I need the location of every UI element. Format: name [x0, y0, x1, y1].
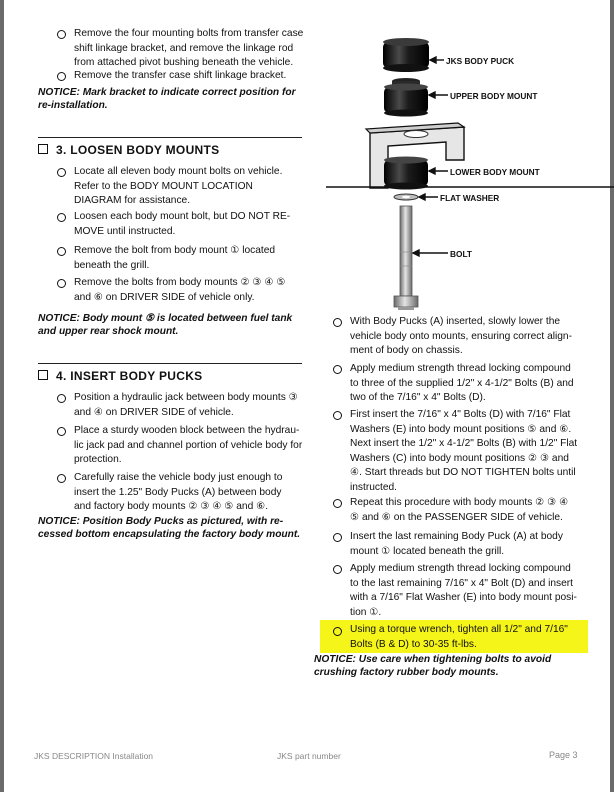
section-3-item-2: Loosen each body mount bolt, but DO NOT RE-MOVE until instructed. — [74, 211, 291, 237]
section-3-heading: 3. LOOSEN BODY MOUNTS — [38, 143, 219, 157]
bullet-icon — [333, 533, 342, 542]
diagram-label-bolt: BOLT — [450, 249, 472, 259]
right-item-4: Repeat this procedure with body mounts ② ③ ④ ⑤ and ⑥ on the PASSENGER SIDE of vehicle. — [350, 497, 569, 523]
bullet-icon — [57, 427, 66, 436]
intro-item-2: Remove the transfer case shift linkage bracket. — [74, 70, 287, 81]
right-item-3: First insert the 7/16" x 4" Bolts (D) with 7/16" Flat Washers (E) into body mount positions ⑤ and ⑥. Next insert the 1/2" x 4-1/2" Bolts (B) with 1/2" Flat Washers (C) into body mount positions ② ③ and ④. Start threads but DO NOT TIGHTEN bolts until instructed. — [350, 409, 578, 493]
bullet-icon — [57, 394, 66, 403]
lower-body-mount-shape — [384, 157, 428, 190]
bullet-icon — [333, 499, 342, 508]
bullet-icon — [333, 627, 342, 636]
flat-washer-shape — [394, 194, 418, 200]
section-3-item-1: Locate all eleven body mount bolts on vehicle. Refer to the BODY MOUNT LOCATION DIAGRAM for assistance. — [74, 166, 283, 206]
diagram-label-body-puck: JKS BODY PUCK — [446, 56, 515, 66]
section-4-item-2: Place a sturdy wooden block between the hydrau-lic jack pad and channel portion of vehicle body for protection. — [74, 425, 303, 465]
section-4-heading: 4. INSERT BODY PUCKS — [38, 369, 202, 383]
right-item-6: Apply medium strength thread locking compound to the last remaining 7/16" x 4" Bolt (D) and insert with a 7/16" Flat Washer (E) into body mount posi-tion ①. — [350, 563, 577, 618]
bullet-icon — [333, 565, 342, 574]
section-divider — [38, 363, 302, 364]
intro-item-1: Remove the four mounting bolts from transfer case shift linkage bracket, and remove the linkage rod from attached pivot bushing beneath the vehicle. — [74, 28, 304, 68]
bullet-icon — [57, 72, 66, 81]
bullet-icon — [57, 279, 66, 288]
section-3-item-4: Remove the bolts from body mounts ② ③ ④ ⑤ and ⑥ on DRIVER SIDE of vehicle only. — [74, 277, 286, 303]
section-4-item-1: Position a hydraulic jack between body mounts ③ and ④ on DRIVER SIDE of vehicle. — [74, 392, 298, 418]
right-item-1: With Body Pucks (A) inserted, slowly lower the vehicle body onto mounts, ensuring correct align-ment of body on chassis. — [350, 316, 572, 356]
bullet-icon — [333, 318, 342, 327]
section-3-notice: NOTICE: Body mount ⑤ is located between fuel tank and upper rear shock mount. — [38, 313, 293, 337]
bullet-icon — [57, 213, 66, 222]
footer-center: JKS part number — [277, 751, 341, 761]
body-mount-diagram — [326, 30, 614, 315]
bullet-icon — [57, 247, 66, 256]
footer-page-number: Page 3 — [549, 750, 578, 760]
right-item-5: Insert the last remaining Body Puck (A) at body mount ① located beneath the grill. — [350, 531, 563, 557]
bullet-icon — [57, 474, 66, 483]
right-notice: NOTICE: Use care when tightening bolts to avoid crushing factory rubber body mounts. — [314, 654, 552, 678]
section-4-notice: NOTICE: Position Body Pucks as pictured, with re-cessed bottom encapsulating the factory body mount. — [38, 516, 301, 540]
jks-body-puck-shape — [383, 38, 429, 72]
bullet-icon — [57, 168, 66, 177]
upper-body-mount-shape — [384, 78, 428, 117]
checkbox-icon — [38, 370, 48, 380]
right-item-2: Apply medium strength thread locking compound to three of the supplied 1/2" x 4-1/2" Bolts (B) and two of the 7/16" x 4" Bolts (D). — [350, 363, 574, 403]
diagram-label-lower-mount: LOWER BODY MOUNT — [450, 167, 540, 177]
bolt-shape — [394, 206, 418, 310]
document-page — [4, 0, 610, 792]
footer-left: JKS DESCRIPTION Installation — [34, 751, 154, 761]
diagram-label-upper-mount: UPPER BODY MOUNT — [450, 91, 538, 101]
checkbox-icon — [38, 144, 48, 154]
bullet-icon — [333, 411, 342, 420]
section-4-item-3: Carefully raise the vehicle body just enough to insert the 1.25" Body Pucks (A) between body and factory body mounts ② ③ ④ ⑤ and ⑥. — [74, 472, 283, 512]
bullet-icon — [333, 365, 342, 374]
section-3-item-3: Remove the bolt from body mount ① located beneath the grill. — [74, 245, 276, 271]
section-divider — [38, 137, 302, 138]
diagram-label-flat-washer: FLAT WASHER — [440, 193, 500, 203]
intro-notice: NOTICE: Mark bracket to indicate correct position for re-installation. — [38, 87, 296, 111]
right-item-7: Using a torque wrench, tighten all 1/2" and 7/16" Bolts (B & D) to 30-35 ft-lbs. — [350, 624, 568, 650]
bullet-icon — [57, 30, 66, 39]
